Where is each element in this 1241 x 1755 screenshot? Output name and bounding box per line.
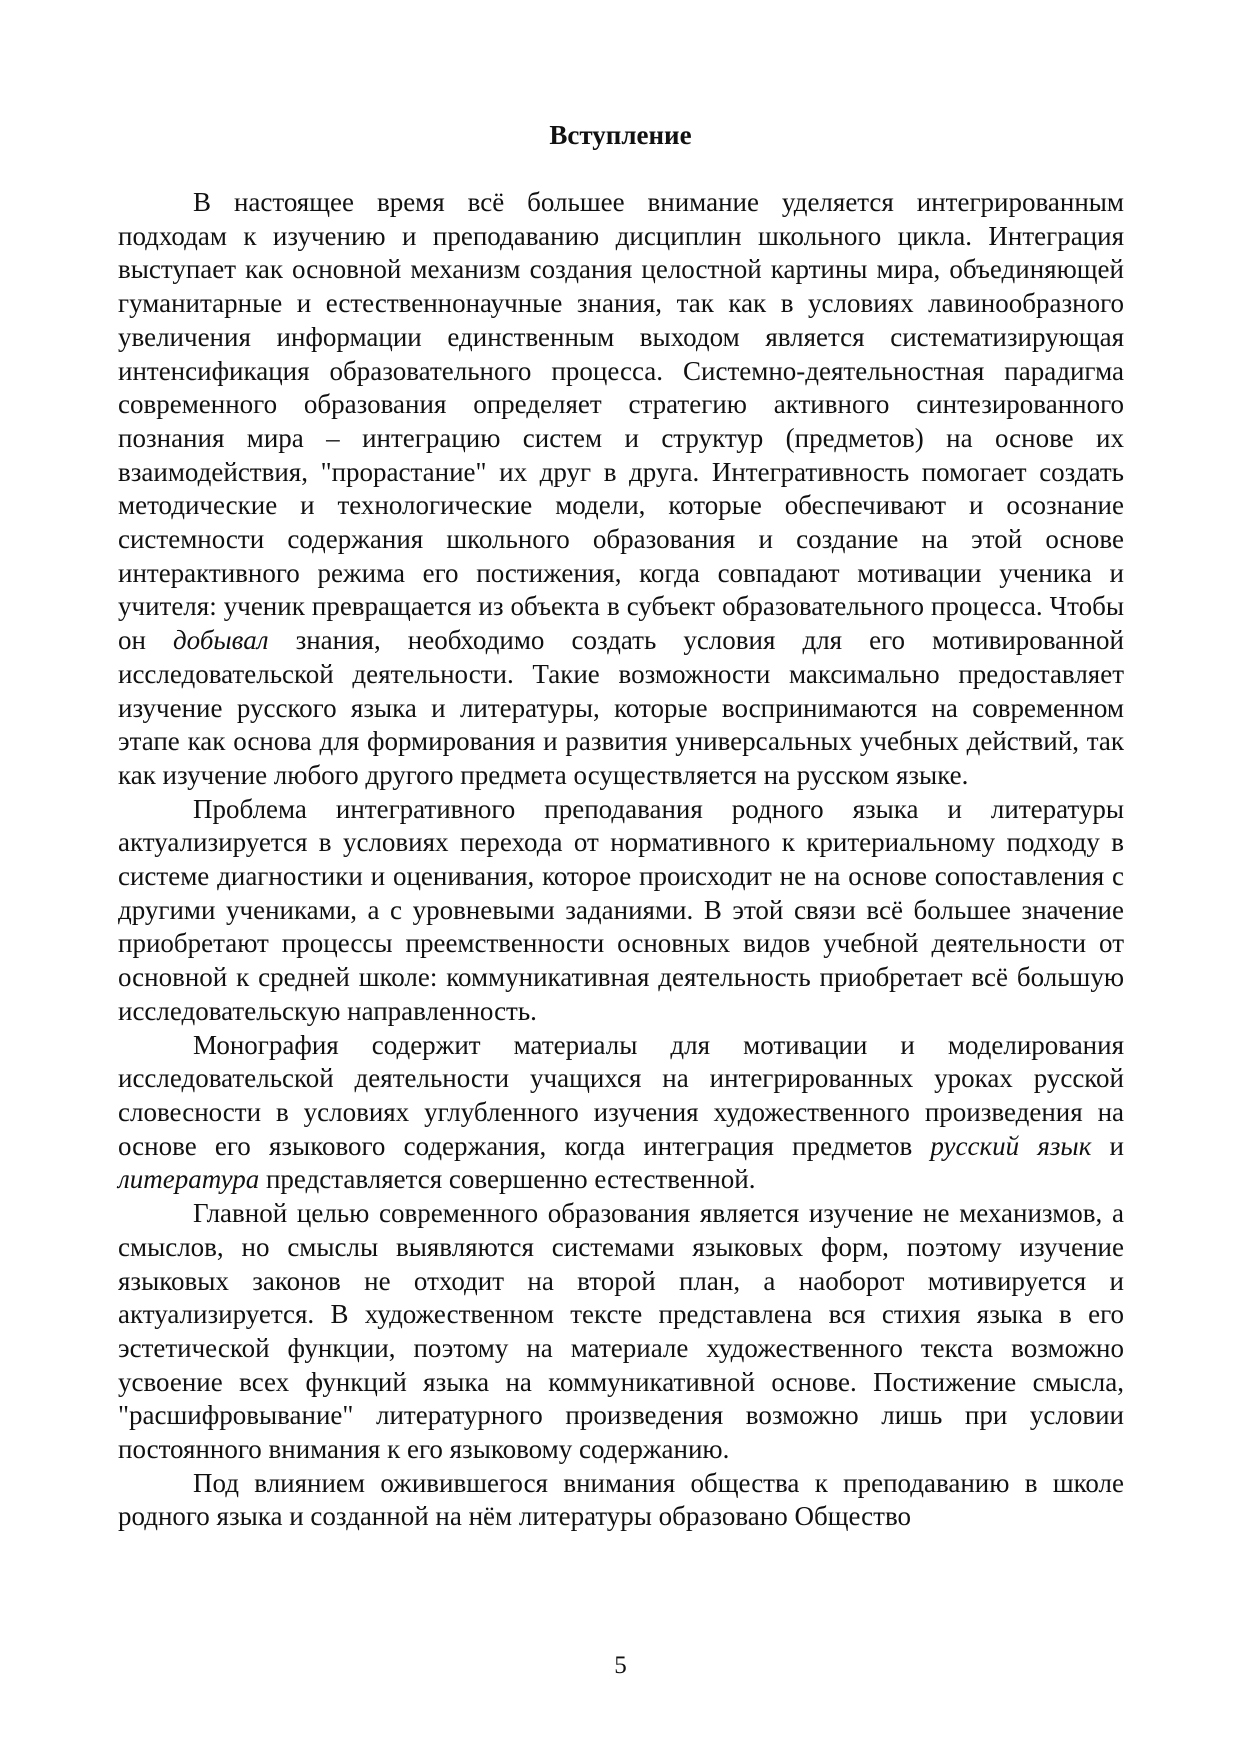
text-run: В настоящее время всё большее внимание уделяется интегрированным подходам к изучению и преподаванию дисциплин школьного цикла. Интеграция выступает как основной механизм создания целостной картины мира, объединяющей гуманитарные и естественнонаучные знания, так как в условиях лавинообразного увеличения информации единственным выходом является систематизирующая интенсификация образовательного процесса. Системно-деятельностная парадигма современного образования определяет стратегию активного синтезированного познания мира – интеграцию систем и структур (предметов) на основе их взаимодействия, "прорастание" их друг в друга. Интегративность помогает создать методические и технологические модели, которые обеспечивают и осознание системности содержания школьного образования и создание на этой основе интерактивного режима его постижения, когда совпадают мотивации ученика и учителя: ученик превращается из объекта в субъект образовательного процесса. Чтобы он: [118, 187, 1124, 656]
page-title: Вступление: [549, 120, 692, 150]
paragraph-3: [118, 1029, 1124, 1198]
text-run: и: [1091, 1130, 1124, 1161]
text-run: Под влиянием оживившегося внимания общества к преподаванию в школе родного языка и созданной на нём литературы образовано Общество: [118, 1467, 1124, 1532]
paragraph-2: [118, 793, 1124, 1029]
italic-run: добывал: [173, 625, 269, 656]
text-run: Проблема интегративного преподавания родного языка и литературы актуализируется в условиях перехода от нормативного к критериальному подходу в системе диагностики и оценивания, которое происходит не на основе сопоставления с другими учениками, а с уровневыми заданиями. В этой связи всё большее значение приобретают процессы преемственности основных видов учебной деятельности от основной к средней школе: коммуникативная деятельность приобретает всё большую исследовательскую направленность.: [118, 793, 1124, 1026]
text-run: представляется совершенно естественной.: [259, 1164, 756, 1195]
paragraph-5: [118, 1467, 1124, 1534]
page-number: 5: [614, 1652, 627, 1679]
text-run: Главной целью современного образования является изучение не механизмов, а смыслов, но смыслы выявляются системами языковых форм, поэтому изучение языковых законов не отходит на второй план, а наоборот мотивируется и актуализируется. В художественном тексте представлена вся стихия языка в его эстетической функции, поэтому на материале художественного текста возможно усвоение всех функций языка на коммуникативной основе. Постижение смысла, "расшифровывание" литературного произведения возможно лишь при условии постоянного внимания к его языковому содержанию.: [118, 1198, 1124, 1465]
text-run: знания, необходимо создать условия для его мотивированной исследовательской деятельности. Такие возможности максимально предоставляет изучение русского языка и литературы, которые воспринимаются на современном этапе как основа для формирования и развития универсальных учебных действий, так как изучение любого другого предмета осуществляется на русском языке.: [118, 625, 1124, 790]
paragraph-1: [118, 186, 1124, 793]
italic-run: русский язык: [930, 1130, 1092, 1161]
text-run: Монография содержит материалы для мотивации и моделирования исследовательской деятельности учащихся на интегрированных уроках русской словесности в условиях углубленного изучения художественного произведения на основе его языкового содержания, когда интеграция предметов: [118, 1029, 1124, 1161]
italic-run: литература: [118, 1164, 260, 1195]
body-text: [118, 186, 1124, 1534]
paragraph-4: [118, 1197, 1124, 1467]
